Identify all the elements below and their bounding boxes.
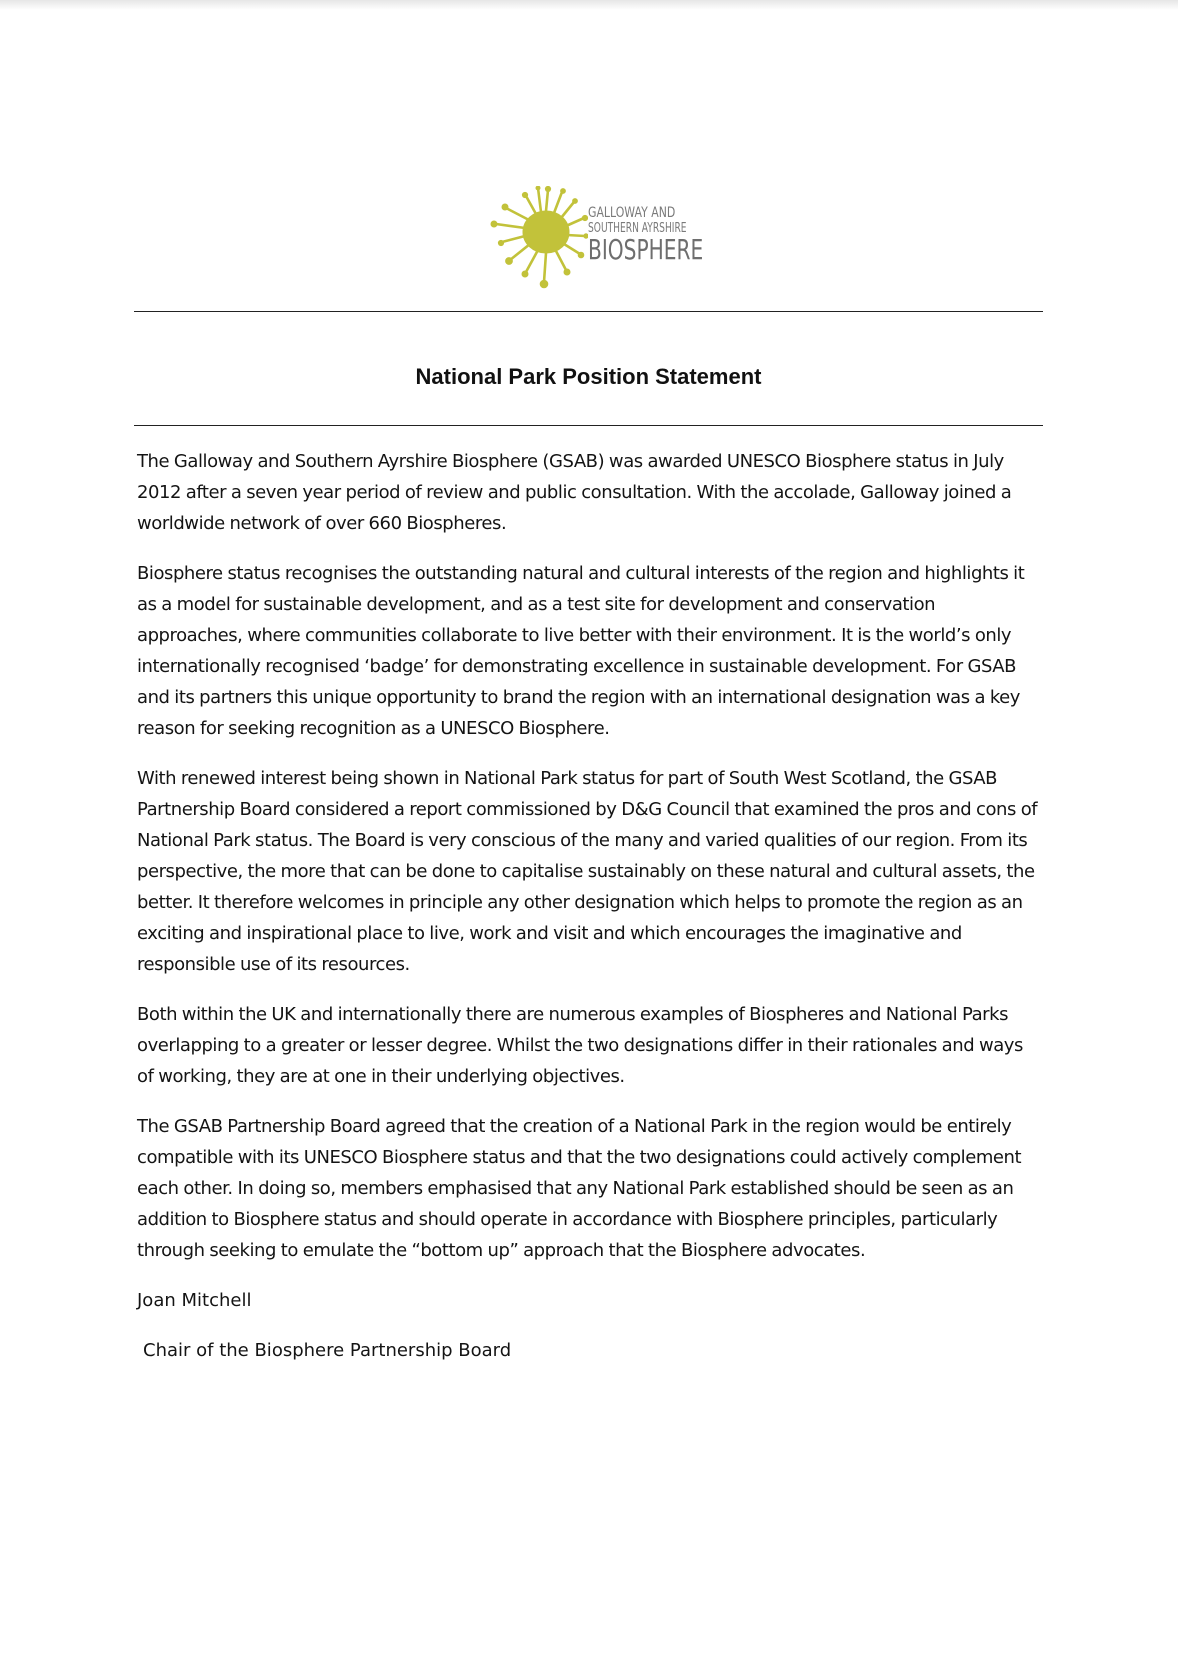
logo-line-2: SOUTHERN AYRSHIRE xyxy=(588,221,687,236)
title-divider xyxy=(134,425,1043,426)
document-body xyxy=(137,446,1042,1366)
paragraph-4: Both within the UK and internationally there are numerous examples of Biospheres and National Parks overlapping to a greater or lesser degree. Whilst the two designations differ in their rationales and ways of working, they are at one in their underlying objectives. xyxy=(137,1004,1023,1087)
signature-name: Joan Mitchell xyxy=(137,1290,252,1311)
top-divider xyxy=(134,311,1043,312)
paragraph-5: The GSAB Partnership Board agreed that the creation of a National Park in the region would be entirely compatible with its UNESCO Biosphere status and that the two designations could actively complement each other. In doing so, members emphasised that any National Park established should be seen as an addition to Biosphere status and should operate in accordance with Biosphere principles, particularly through seeking to emulate the “bottom up” approach that the Biosphere advocates. xyxy=(137,1116,1022,1261)
biosphere-sun-icon xyxy=(488,186,588,290)
paragraph-2: Biosphere status recognises the outstanding natural and cultural interests of the region and highlights it as a model for sustainable development, and as a test site for development and conservation approaches, where communities collaborate to live better with their environment. It is the world’s only internationally recognised ‘badge’ for demonstrating excellence in sustainable development. For GSAB and its partners this unique opportunity to brand the region with an international designation was a key reason for seeking recognition as a UNESCO Biosphere. xyxy=(137,563,1025,739)
biosphere-logo xyxy=(488,186,704,290)
paragraph-3: With renewed interest being shown in National Park status for part of South West Scotland, the GSAB Partnership Board considered a report commissioned by D&G Council that examined the pros and cons of National Park status. The Board is very conscious of the many and varied qualities of our region. From its perspective, the more that can be done to capitalise sustainably on these natural and cultural assets, the better. It therefore welcomes in principle any other designation which helps to promote the region as an exciting and inspirational place to live, work and visit and which encourages the imaginative and responsible use of its resources. xyxy=(137,768,1038,975)
logo-wordmark xyxy=(588,206,748,264)
page-title: National Park Position Statement xyxy=(415,364,762,389)
paragraph-1: The Galloway and Southern Ayrshire Biosphere (GSAB) was awarded UNESCO Biosphere status in July 2012 after a seven year period of review and public consultation. With the accolade, Galloway joined a worldwide network of over 660 Biospheres. xyxy=(137,451,1012,534)
logo-line-3: BIOSPHERE xyxy=(588,233,704,266)
page-top-shadow xyxy=(0,0,1178,10)
logo-line-1: GALLOWAY AND xyxy=(588,205,676,221)
signature-role: Chair of the Biosphere Partnership Board xyxy=(143,1340,512,1361)
